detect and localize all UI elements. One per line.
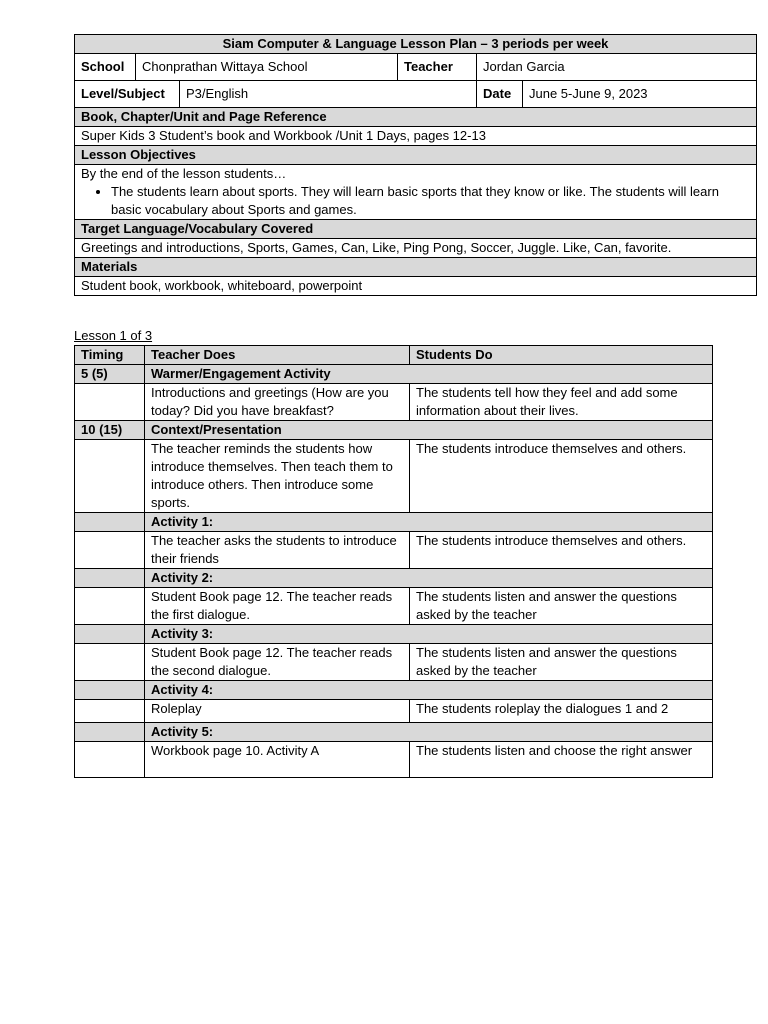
teacher-does-cell: Student Book page 12. The teacher reads the second dialogue. xyxy=(145,644,410,681)
timing-cell xyxy=(75,569,145,588)
materials-value: Student book, workbook, whiteboard, powerpoint xyxy=(75,277,757,296)
teacher-does-cell: The teacher asks the students to introduce their friends xyxy=(145,532,410,569)
step-row xyxy=(75,440,713,513)
section-row xyxy=(75,723,713,742)
teacher-does-cell: Workbook page 10. Activity A xyxy=(145,742,410,778)
teacher-header: Teacher Does xyxy=(145,346,410,365)
level-value: P3/English xyxy=(180,81,477,108)
materials-row xyxy=(75,277,757,296)
book-label: Book, Chapter/Unit and Page Reference xyxy=(75,108,757,127)
section-title: Context/Presentation xyxy=(145,421,713,440)
section-title: Activity 5: xyxy=(145,723,713,742)
teacher-value: Jordan Garcia xyxy=(477,54,757,81)
level-label: Level/Subject xyxy=(75,81,180,108)
teacher-label: Teacher xyxy=(398,54,477,81)
lesson-steps-table xyxy=(74,345,713,778)
title-row xyxy=(75,35,757,54)
materials-header-row xyxy=(75,258,757,277)
section-title: Activity 3: xyxy=(145,625,713,644)
section-row xyxy=(75,625,713,644)
section-title: Activity 4: xyxy=(145,681,713,700)
school-label: School xyxy=(75,54,136,81)
teacher-does-cell: Student Book page 12. The teacher reads the first dialogue. xyxy=(145,588,410,625)
students-do-cell: The students listen and answer the questions asked by the teacher xyxy=(410,644,713,681)
students-do-cell: The students tell how they feel and add some information about their lives. xyxy=(410,384,713,421)
objective-item: • The students learn about sports. They will learn basic sports that they know or like. The students will learn basic vocabulary about Sports and games. xyxy=(111,183,750,219)
date-value: June 5-June 9, 2023 xyxy=(523,81,757,108)
lesson-header-row xyxy=(75,346,713,365)
timing-cell xyxy=(75,513,145,532)
step-row xyxy=(75,644,713,681)
section-row xyxy=(75,365,713,384)
objectives-list xyxy=(81,183,750,219)
timing-empty-cell xyxy=(75,644,145,681)
students-do-cell: The students introduce themselves and others. xyxy=(410,532,713,569)
book-header-row xyxy=(75,108,757,127)
section-row xyxy=(75,513,713,532)
target-header-row xyxy=(75,220,757,239)
teacher-does-cell: The teacher reminds the students how introduce themselves. Then teach them to introduce others. Then introduce some sports. xyxy=(145,440,410,513)
timing-empty-cell xyxy=(75,440,145,513)
objectives-header-row xyxy=(75,146,757,165)
step-row xyxy=(75,700,713,723)
timing-empty-cell xyxy=(75,384,145,421)
teacher-does-cell: Introductions and greetings (How are you today? Did you have breakfast? xyxy=(145,384,410,421)
teacher-does-cell: Roleplay xyxy=(145,700,410,723)
objectives-cell xyxy=(75,165,757,220)
section-title: Activity 2: xyxy=(145,569,713,588)
materials-label: Materials xyxy=(75,258,757,277)
section-row xyxy=(75,681,713,700)
timing-empty-cell xyxy=(75,742,145,778)
section-title: Warmer/Engagement Activity xyxy=(145,365,713,384)
target-label: Target Language/Vocabulary Covered xyxy=(75,220,757,239)
timing-cell: 10 (15) xyxy=(75,421,145,440)
level-row xyxy=(75,81,757,108)
timing-cell: 5 (5) xyxy=(75,365,145,384)
section-row xyxy=(75,569,713,588)
school-value: Chonprathan Wittaya School xyxy=(136,54,398,81)
timing-empty-cell xyxy=(75,588,145,625)
timing-cell xyxy=(75,681,145,700)
plan-title: Siam Computer & Language Lesson Plan – 3 periods per week xyxy=(75,35,757,54)
objectives-row xyxy=(75,165,757,220)
students-do-cell: The students roleplay the dialogues 1 and 2 xyxy=(410,700,713,723)
timing-empty-cell xyxy=(75,532,145,569)
objectives-label: Lesson Objectives xyxy=(75,146,757,165)
step-row xyxy=(75,588,713,625)
timing-header: Timing xyxy=(75,346,145,365)
target-value: Greetings and introductions, Sports, Games, Can, Like, Ping Pong, Soccer, Juggle. Like, Can, favorite. xyxy=(75,239,757,258)
objectives-intro: By the end of the lesson students… xyxy=(81,166,287,181)
school-row xyxy=(75,54,757,81)
date-label: Date xyxy=(477,81,523,108)
lesson-label: Lesson 1 of 3 xyxy=(74,328,153,343)
book-value: Super Kids 3 Student’s book and Workbook /Unit 1 Days, pages 12-13 xyxy=(75,127,757,146)
step-row xyxy=(75,384,713,421)
target-row xyxy=(75,239,757,258)
students-do-cell: The students introduce themselves and others. xyxy=(410,440,713,513)
students-do-cell: The students listen and answer the questions asked by the teacher xyxy=(410,588,713,625)
timing-cell xyxy=(75,625,145,644)
students-do-cell: The students listen and choose the right answer xyxy=(410,742,713,778)
step-row xyxy=(75,742,713,778)
section-row xyxy=(75,421,713,440)
section-title: Activity 1: xyxy=(145,513,713,532)
timing-cell xyxy=(75,723,145,742)
book-row xyxy=(75,127,757,146)
students-header: Students Do xyxy=(410,346,713,365)
step-row xyxy=(75,532,713,569)
lesson-plan-info-table xyxy=(74,34,757,296)
timing-empty-cell xyxy=(75,700,145,723)
